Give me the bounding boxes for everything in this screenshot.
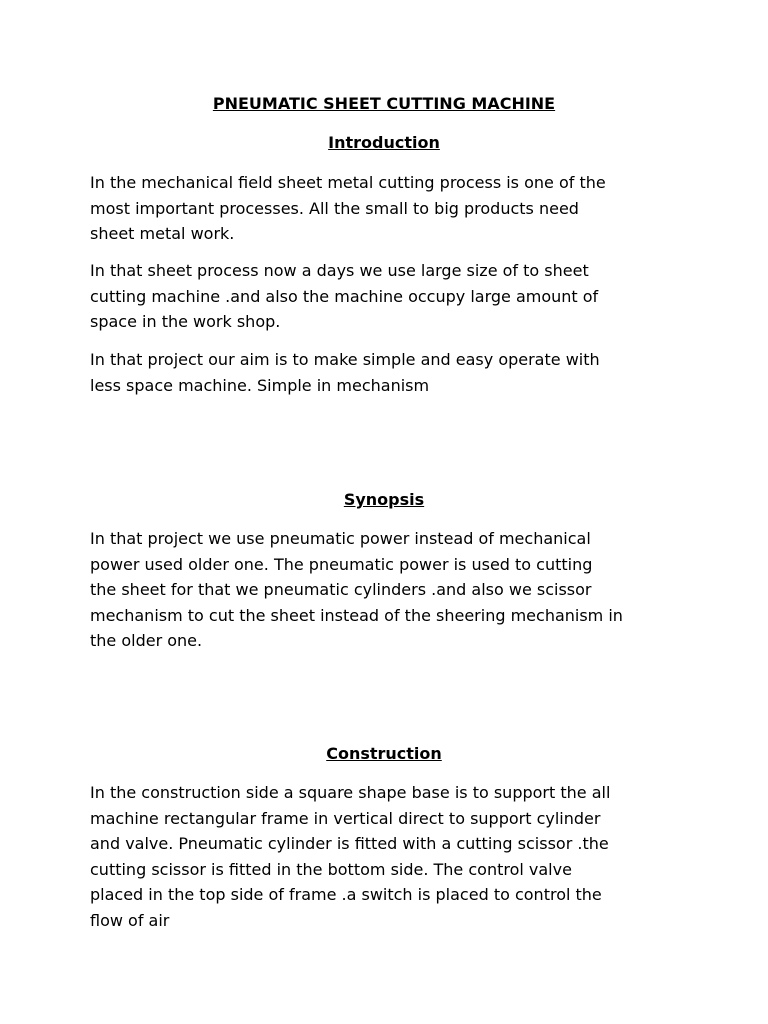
text-line: In the mechanical field sheet metal cutting process is one of the [90, 173, 606, 192]
introduction-paragraph-1 [90, 170, 690, 247]
text-line: In the construction side a square shape base is to support the all [90, 783, 611, 802]
text-line: the older one. [90, 631, 203, 650]
text-line: In that project we use pneumatic power instead of mechanical [90, 529, 591, 548]
section-heading-synopsis: Synopsis [343, 490, 425, 509]
text-line: cutting machine .and also the machine occupy large amount of [90, 286, 599, 306]
text-line: the sheet for that we pneumatic cylinders .and also we scissor [90, 580, 592, 599]
text-line: mechanism to cut the sheet instead of the sheering mechanism in [90, 605, 623, 625]
text-line: placed in the top side of frame .a switch is placed to control the [90, 885, 602, 904]
text-line: In that sheet process now a days we use large size of to sheet [90, 261, 589, 280]
text-line: In that project our aim is to make simple and easy operate with [90, 350, 600, 369]
text-line: most important processes. All the small to big products need [90, 198, 579, 218]
text-line: space in the work shop. [90, 312, 281, 331]
text-line: machine rectangular frame in vertical direct to support cylinder [90, 808, 601, 828]
text-line: power used older one. The pneumatic power is used to cutting [90, 554, 593, 574]
document-title: PNEUMATIC SHEET CUTTING MACHINE [212, 94, 556, 113]
construction-paragraph [90, 780, 690, 933]
synopsis-paragraph [90, 526, 690, 654]
section-heading-introduction: Introduction [328, 133, 440, 152]
text-line: and valve. Pneumatic cylinder is fitted with a cutting scissor .the [90, 834, 609, 853]
text-line: less space machine. Simple in mechanism [90, 375, 430, 395]
text-line: cutting scissor is fitted in the bottom side. The control valve [90, 859, 572, 879]
text-line: flow of air [90, 910, 170, 930]
section-heading-construction: Construction [326, 744, 442, 763]
text-line: sheet metal work. [90, 224, 235, 243]
introduction-paragraph-3 [90, 347, 690, 398]
introduction-paragraph-2 [90, 258, 690, 335]
